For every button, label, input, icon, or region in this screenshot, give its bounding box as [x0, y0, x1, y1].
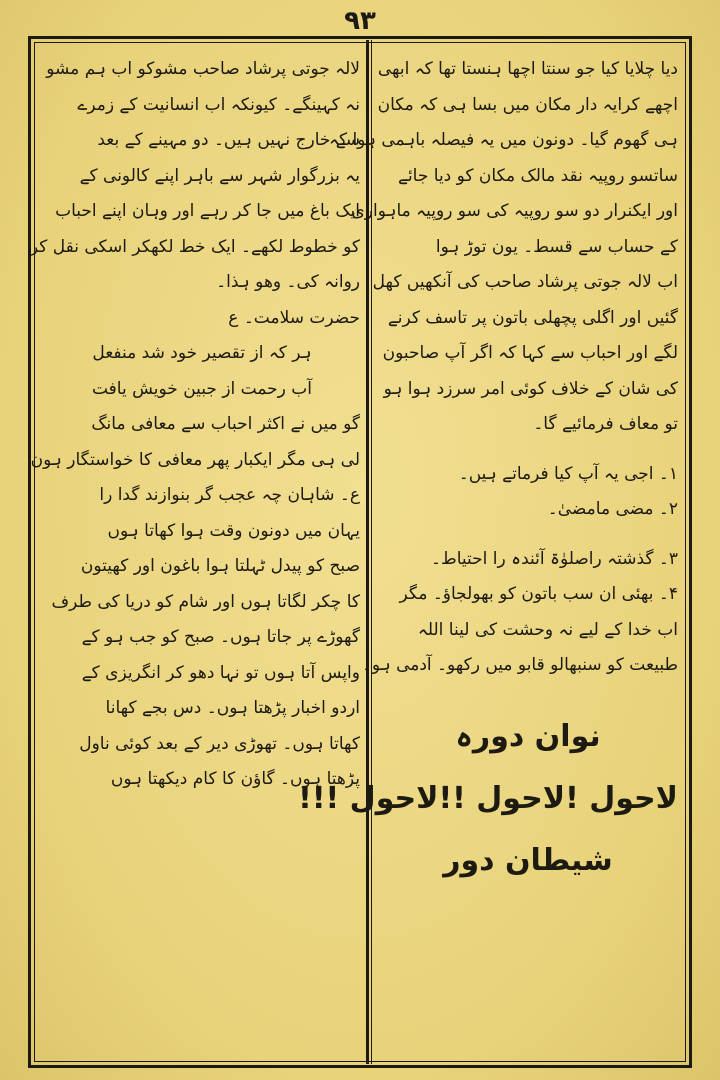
text-line: ساتسو روپیہ نقد مالک مکان کو دیا جائے	[397, 165, 678, 186]
text-line: یہ بزرگوار شہر سے باہر اپنے کالونی کے	[79, 165, 360, 186]
text-line: گئیں اور اگلی پچھلی باتون پر تاسف کرنے	[387, 307, 678, 328]
salutation-line: حضرت سلامت۔ ع	[228, 307, 360, 328]
text-line: سے خارج نہیں ہیں۔ دو مہینے کے بعد	[97, 130, 360, 150]
text-line: پڑھتا ہوں۔ گاؤن کا کام دیکھتا ہوں	[110, 769, 360, 789]
section-heading: نوان دورہ	[455, 718, 601, 754]
page-number: ۹۳	[344, 6, 376, 36]
text-line: لی ہی مگر ایکبار پھر معافی کا خواستگار ہون	[30, 449, 360, 470]
numbered-line: ۳۔ گذشتہ راصلوٰۃ آئندہ را احتیاط۔	[431, 548, 678, 569]
text-line: ہی گھوم گیا۔ دونون میں یہ فیصلہ باہمی ہوا کہ	[329, 130, 678, 150]
right-column	[298, 52, 678, 1056]
verse-line: ع۔ شاہان چہ عجب گر بنوازند گدا را	[99, 485, 360, 505]
text-line: نہ کہینگے۔ کیونکہ اب انسانیت کے زمرے	[77, 94, 360, 115]
text-line: تو معاف فرمائیے گا۔	[533, 414, 678, 434]
text-line: یہان میں دونون وقت ہوا کھاتا ہوں	[107, 520, 360, 541]
text-line: کے حساب سے قسط۔ یون توڑ ہوا	[435, 236, 678, 257]
numbered-line: ۱۔ اجی یہ آپ کیا فرماتے ہیں۔	[458, 463, 678, 484]
section-heading: لاحول !لاحول !!لاحول !!!	[298, 780, 678, 816]
text-line: لالہ جوتی پرشاد صاحب مشوکو اب ہم مشو	[46, 59, 360, 79]
text-line: اور ایکنرار دو سو روپیہ کی سو روپیہ ماہواری	[351, 201, 678, 221]
text-line: واپس آتا ہوں تو نہا دھو کر انگریزی کے	[81, 662, 360, 683]
text-line: کو خطوط لکھے۔ ایک خط لکھکر اسکی نقل کر	[29, 236, 360, 257]
text-line: اردو اخبار پڑھتا ہوں۔ دس بجے کھانا	[105, 698, 360, 718]
text-line: ایک باغ میں جا کر رہے اور وہان اپنے احباب	[55, 201, 360, 221]
text-line: کی شان کے خلاف کوئی امر سرزد ہوا ہو	[383, 378, 678, 399]
section-heading: شیطان دور	[443, 842, 613, 878]
text-line: روانہ کی۔ وھو ہذا۔	[216, 272, 360, 292]
text-line: دیا چلایا کیا جو سنتا اچھا ہنستا تھا کہ ابھی	[377, 59, 678, 79]
text-line: اب لالہ جوتی پرشاد صاحب کی آنکھیں کھل	[372, 272, 678, 292]
text-line: گھوڑے پر جاتا ہوں۔ صبح کو جب ہو کے	[81, 627, 360, 647]
numbered-line: اب خدا کے لیے نہ وحشت کی لینا اللہ	[417, 619, 678, 640]
numbered-line: ۴۔ بھئی ان سب باتون کو بھولجاؤ۔ مگر	[399, 584, 678, 604]
text-line: کا چکر لگاتا ہوں اور شام کو دریا کی طرف	[51, 591, 360, 612]
text-line: اچھے کرایہ دار مکان میں بسا ہی کہ مکان	[377, 94, 678, 115]
text-line: لگے اور احباب سے کہا کہ اگر آپ صاحبون	[382, 343, 678, 363]
numbered-line: طبیعت کو سنبھالو قابو میں رکھو۔ آدمی ہو۔	[361, 655, 678, 675]
text-line: صبح کو پیدل ٹہلتا ہوا باغون اور کھیتون	[80, 556, 360, 576]
numbered-line: ۲۔ مضی مامضیٰ۔	[547, 499, 678, 519]
left-column	[29, 52, 360, 1056]
verse-line: ہر کہ از تقصیر خود شد منفعل	[92, 343, 312, 363]
text-line: گو میں نے اکثر احباب سے معافی مانگ	[91, 414, 360, 434]
text-line: کھاتا ہوں۔ تھوڑی دیر کے بعد کوئی ناول	[79, 733, 360, 754]
verse-line: آب رحمت از جبین خویش یافت	[91, 378, 313, 399]
